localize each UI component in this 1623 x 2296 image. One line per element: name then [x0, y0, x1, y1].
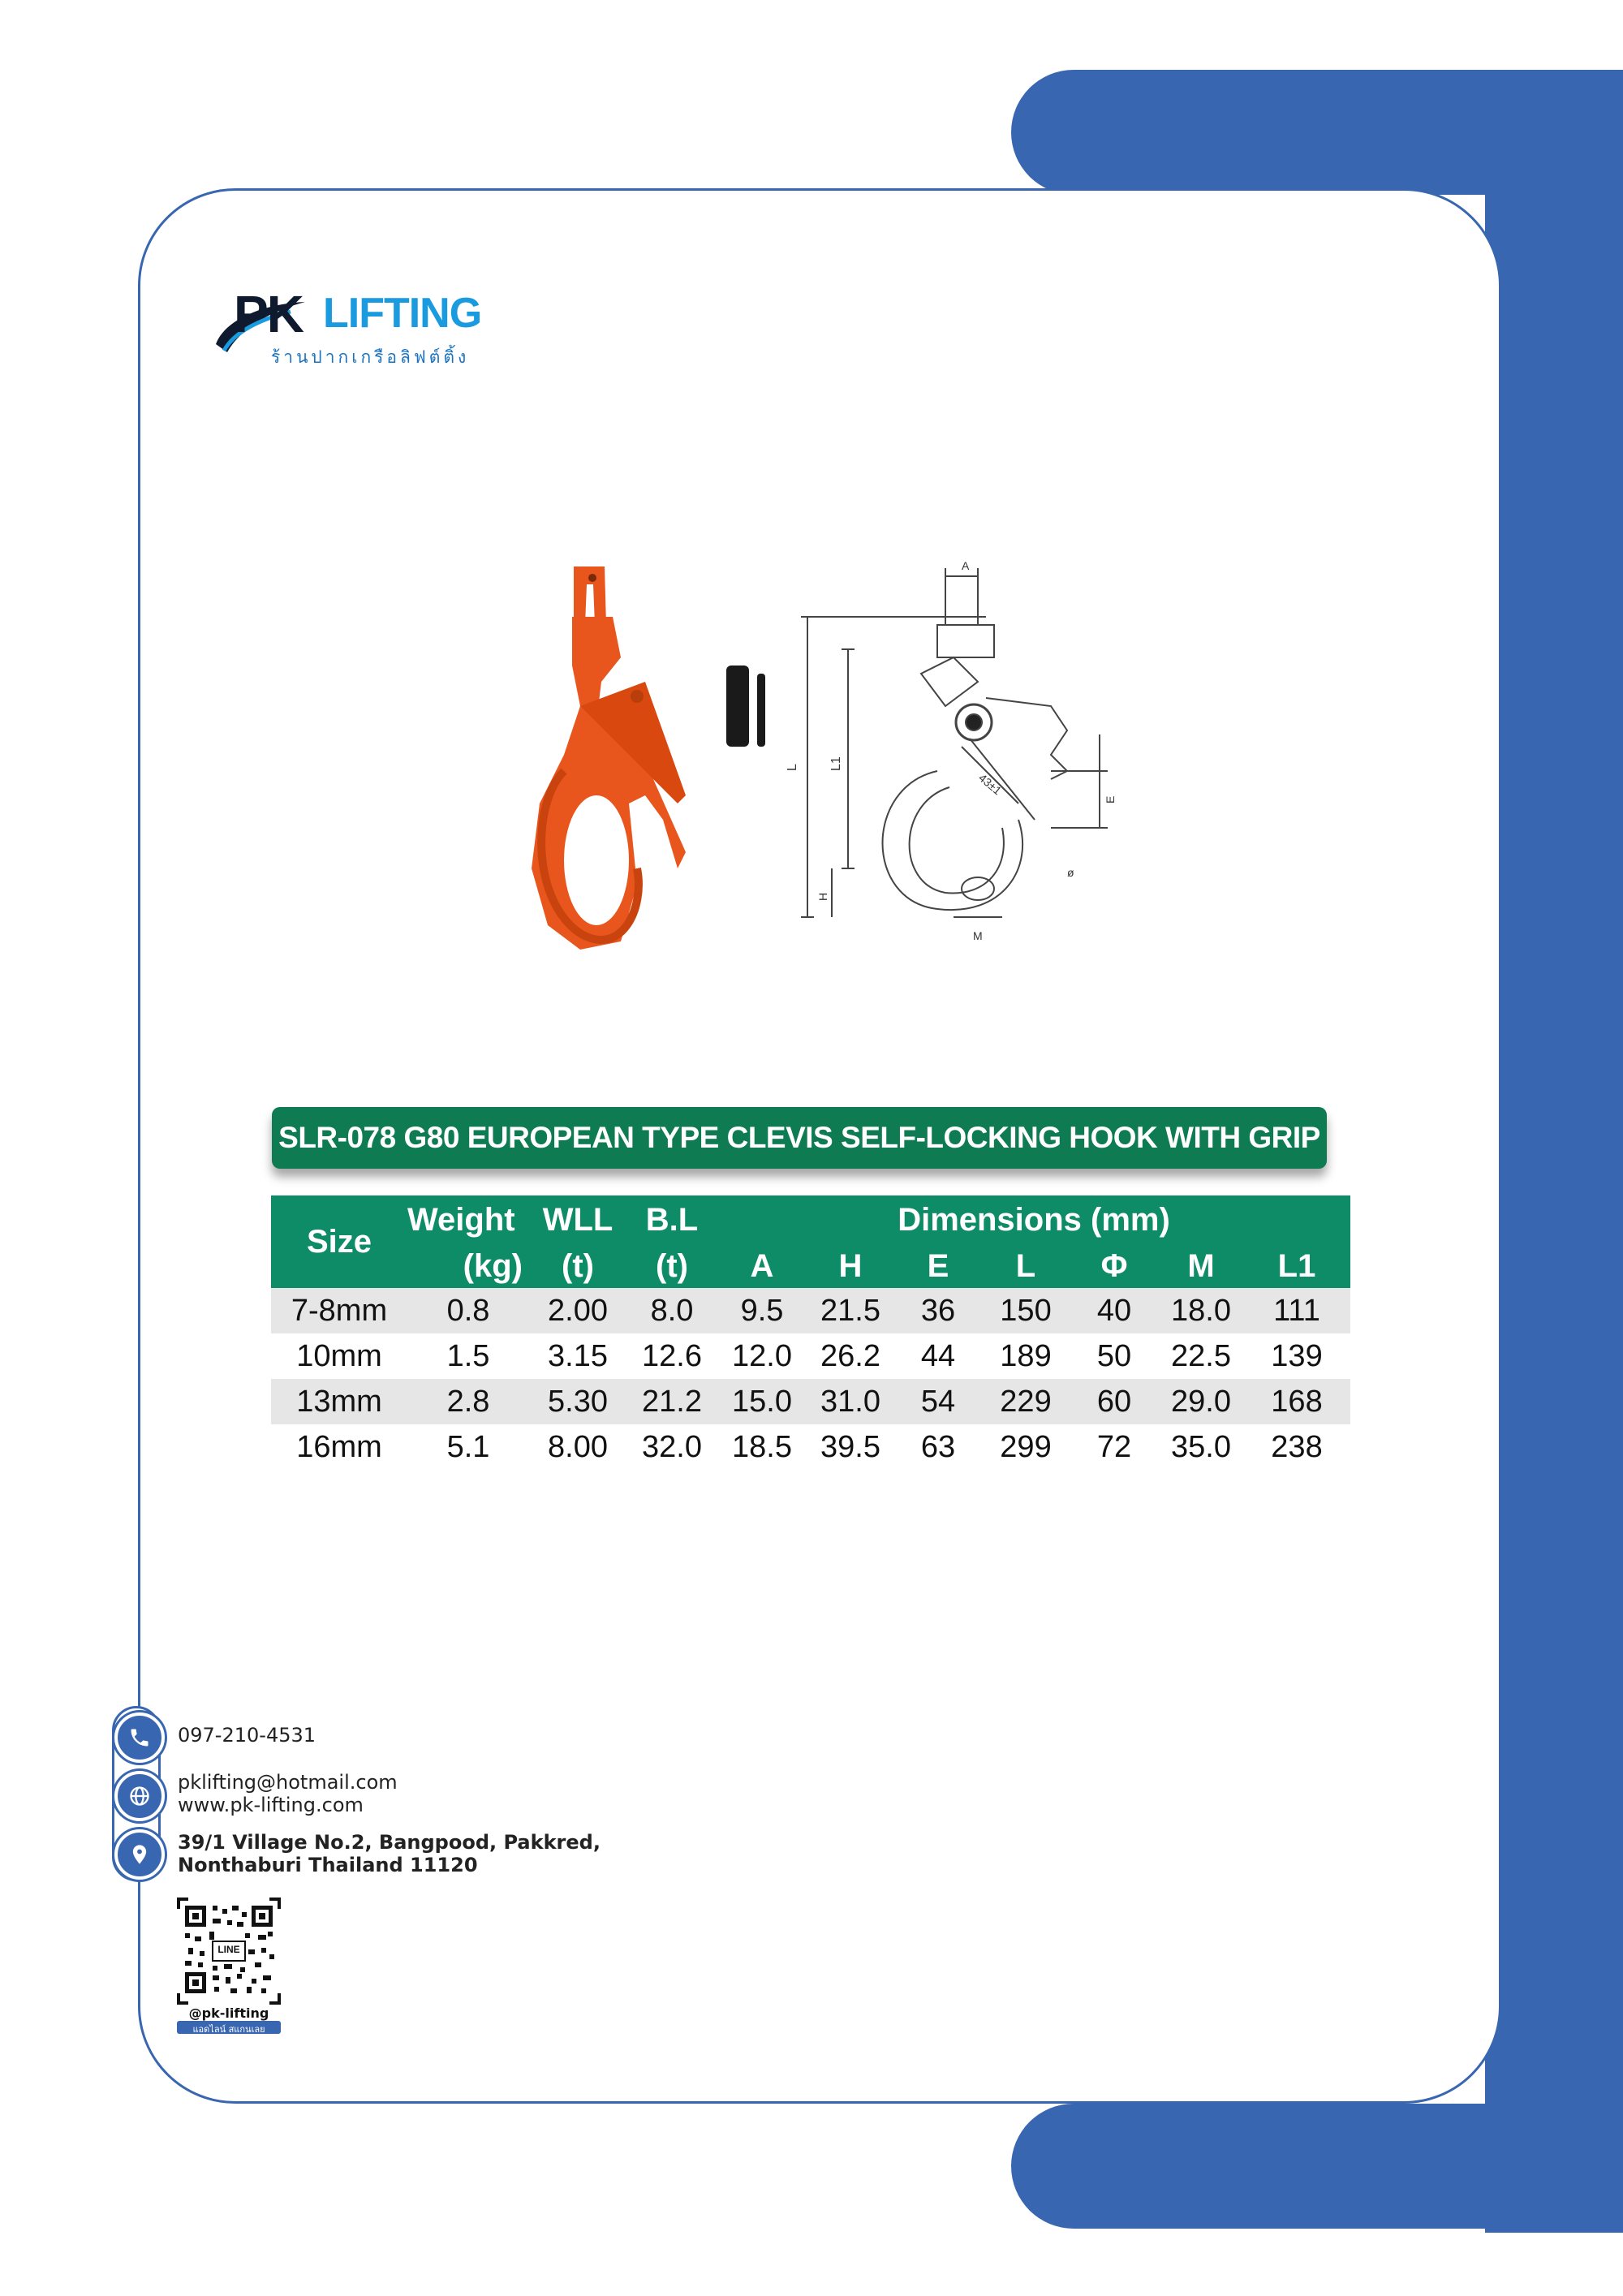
cell-a: 9.5	[717, 1288, 807, 1333]
qr-line-label: LINE	[217, 1944, 240, 1955]
col-header-bl: B.L	[626, 1195, 717, 1244]
cell-h: 21.5	[807, 1288, 894, 1333]
line-qr-code[interactable]	[177, 1898, 281, 2034]
cell-phi: 50	[1096, 1338, 1132, 1373]
col-header-m: M	[1159, 1244, 1243, 1288]
cell-l1: 139	[1271, 1338, 1323, 1373]
cell-e: 54	[894, 1379, 982, 1424]
logo-lifting-text: LIFTING	[323, 290, 482, 337]
col-header-l1: L1	[1243, 1244, 1350, 1288]
cell-l1: 111	[1243, 1288, 1350, 1333]
col-header-bl-unit: (t)	[626, 1244, 717, 1288]
cell-weight: 5.1	[446, 1429, 490, 1464]
cell-size: 13mm	[271, 1379, 407, 1424]
cell-size: 10mm	[296, 1338, 382, 1373]
hook-technical-drawing	[801, 568, 1108, 917]
cell-wll: 2.00	[529, 1288, 626, 1333]
logo-thai-text: ร้านปากเกรือลิฟต์ติ้ง	[271, 347, 470, 367]
cell-e: 63	[920, 1429, 956, 1464]
cell-l: 229	[982, 1379, 1070, 1424]
phone-icon	[114, 1712, 165, 1763]
col-header-wll-unit: (t)	[529, 1244, 626, 1288]
cell-weight: 0.8	[407, 1288, 529, 1333]
col-header-l: L	[982, 1244, 1070, 1288]
cell-m: 35.0	[1171, 1429, 1231, 1464]
qr-line-id: @pk-lifting	[188, 2005, 269, 2021]
cell-a: 15.0	[717, 1379, 807, 1424]
col-header-phi: Φ	[1070, 1244, 1159, 1288]
dim-label-phi: ø	[1067, 866, 1074, 879]
cell-l1: 238	[1271, 1429, 1323, 1464]
logo-pk-text: PK	[234, 285, 303, 343]
cell-l: 189	[1000, 1338, 1052, 1373]
dim-label-h: H	[816, 892, 829, 901]
cell-m: 22.5	[1171, 1338, 1231, 1373]
cell-size: 7-8mm	[271, 1288, 407, 1333]
dim-label-a: A	[962, 560, 970, 572]
cell-m: 29.0	[1159, 1379, 1243, 1424]
table-row	[271, 1379, 1350, 1424]
cell-weight: 1.5	[446, 1338, 490, 1373]
cell-wll: 3.15	[548, 1338, 608, 1373]
cell-bl: 8.0	[626, 1288, 717, 1333]
product-image-and-diagram	[483, 560, 1148, 982]
specification-table	[271, 1195, 1350, 1470]
table-row	[271, 1333, 1350, 1379]
decor-right-blue-band	[1485, 70, 1623, 2233]
cell-h: 31.0	[807, 1379, 894, 1424]
decor-bottom-blue-tab	[1011, 2104, 1623, 2229]
phone-number[interactable]: 097-210-4531	[178, 1724, 316, 1747]
table-row	[271, 1288, 1350, 1333]
website-link[interactable]: www.pk-lifting.com	[178, 1794, 364, 1816]
cell-phi: 40	[1070, 1288, 1159, 1333]
cell-size: 16mm	[296, 1429, 382, 1464]
col-header-size: Size	[271, 1195, 407, 1288]
dim-label-e: E	[1104, 795, 1117, 803]
cell-bl: 12.6	[642, 1338, 702, 1373]
roll-pin-part	[757, 674, 765, 747]
qr-caption: แอดไลน์ สแกนเลย	[192, 2024, 265, 2035]
cell-bl: 21.2	[626, 1379, 717, 1424]
cell-l: 299	[1000, 1429, 1052, 1464]
cell-phi: 60	[1070, 1379, 1159, 1424]
col-header-weight-unit: (kg)	[407, 1244, 529, 1288]
cell-weight: 2.8	[407, 1379, 529, 1424]
col-header-wll: WLL	[529, 1195, 626, 1244]
cell-a: 18.5	[732, 1429, 792, 1464]
globe-icon	[114, 1771, 165, 1821]
address-line-2: Nonthaburi Thailand 11120	[178, 1854, 478, 1876]
cell-e: 44	[920, 1338, 956, 1373]
product-title-bar: SLR-078 G80 EUROPEAN TYPE CLEVIS SELF-LOCKING HOOK WITH GRIP	[272, 1107, 1327, 1169]
dim-label-l1: L1	[829, 756, 843, 771]
cell-e: 36	[894, 1288, 982, 1333]
cell-l1: 168	[1243, 1379, 1350, 1424]
hook-photo	[532, 566, 686, 950]
pk-lifting-logo	[209, 284, 502, 375]
col-header-e: E	[894, 1244, 982, 1288]
location-pin-icon	[114, 1829, 165, 1880]
address-line-1: 39/1 Village No.2, Bangpood, Pakkred,	[178, 1831, 601, 1854]
col-header-weight: Weight	[407, 1195, 529, 1244]
email-link[interactable]: pklifting@hotmail.com	[178, 1771, 398, 1794]
dim-label-angle: 43±1	[976, 771, 1005, 798]
cell-phi: 72	[1096, 1429, 1132, 1464]
cell-wll: 8.00	[548, 1429, 608, 1464]
cell-wll: 5.30	[529, 1379, 626, 1424]
cell-h: 26.2	[820, 1338, 880, 1373]
dim-label-m: M	[973, 929, 983, 942]
table-row	[271, 1424, 1350, 1470]
col-header-a: A	[717, 1244, 807, 1288]
cell-bl: 32.0	[642, 1429, 702, 1464]
dim-label-l: L	[786, 764, 799, 771]
cell-h: 39.5	[820, 1429, 880, 1464]
cell-a: 12.0	[732, 1338, 792, 1373]
cell-l: 150	[982, 1288, 1070, 1333]
cell-m: 18.0	[1159, 1288, 1243, 1333]
pin-part	[726, 666, 749, 747]
col-header-h: H	[807, 1244, 894, 1288]
col-header-dimensions: Dimensions (mm)	[717, 1195, 1350, 1244]
